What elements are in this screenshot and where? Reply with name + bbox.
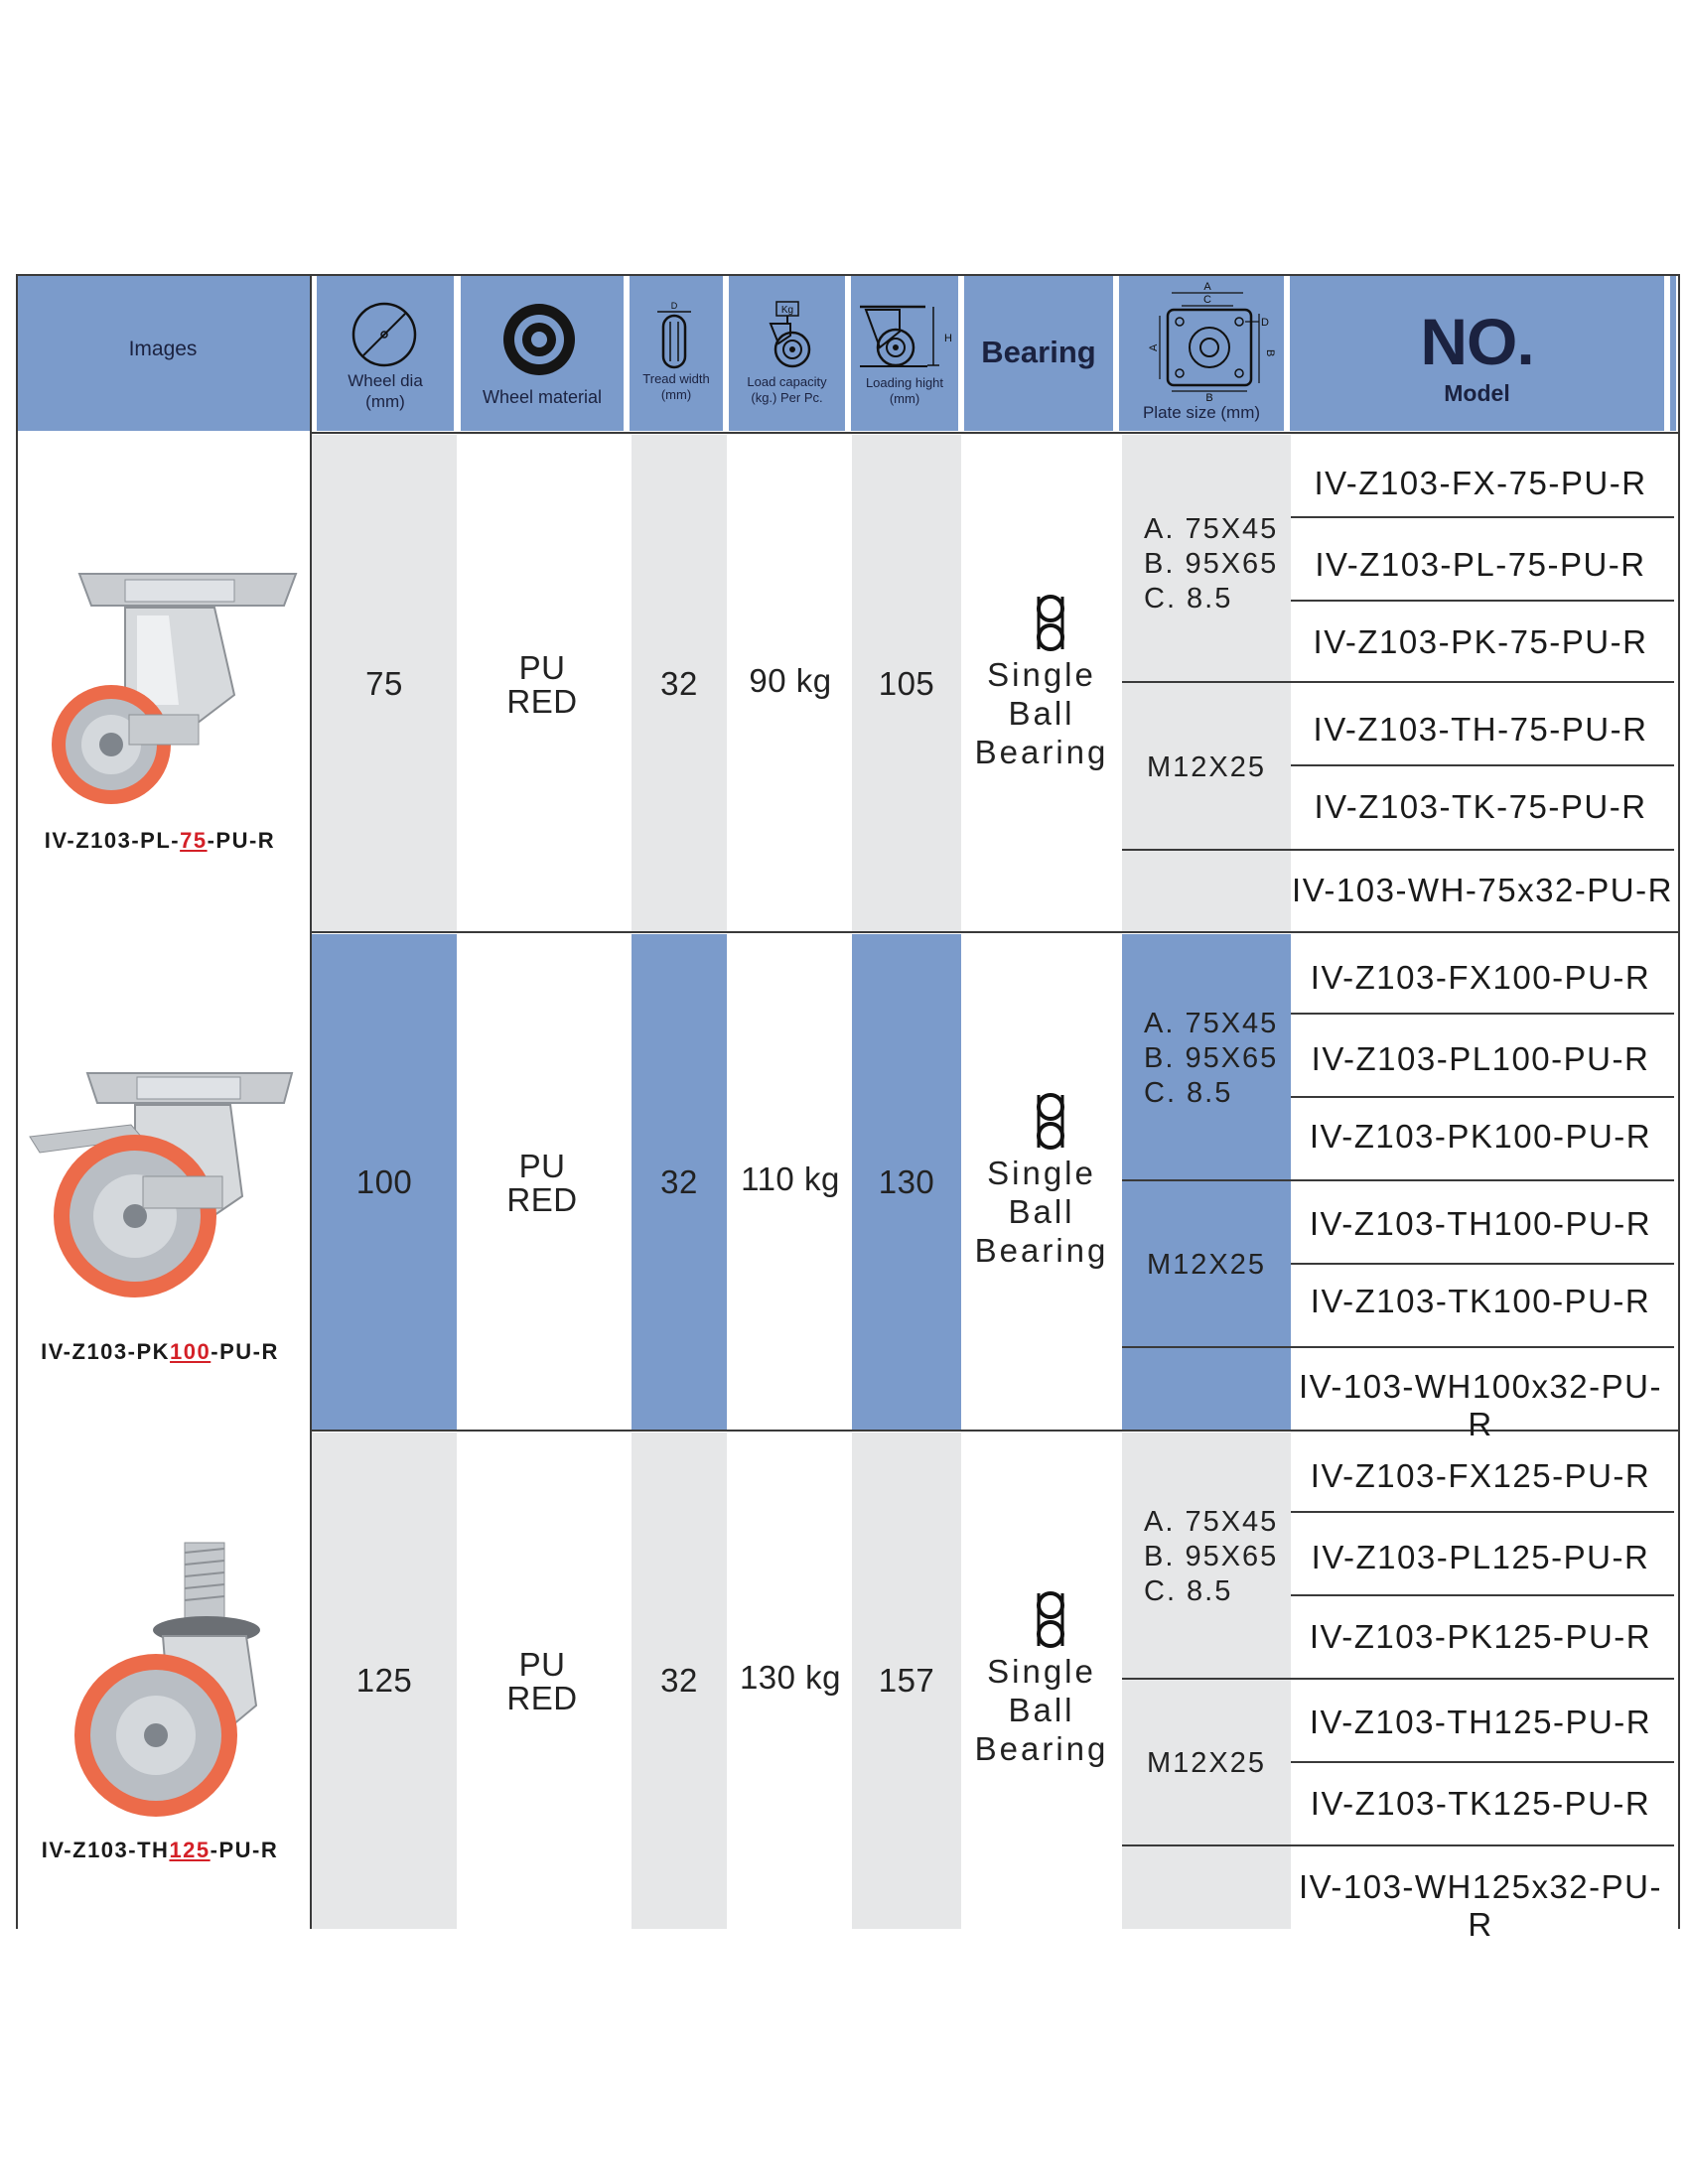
svg-text:Kg: Kg [780,305,794,316]
model-divider [1291,1013,1674,1015]
plate-size-a: A. 75X45 [1144,513,1279,545]
model-number: IV-Z103-TK-75-PU-R [1314,788,1647,825]
svg-text:H: H [944,333,952,344]
svg-text:B: B [1205,392,1213,404]
model-divider [1291,1346,1674,1348]
model-divider [1291,1761,1674,1763]
caster-image-threaded-stem [71,1537,270,1825]
model-divider [1291,1179,1674,1181]
model-divider [1291,1844,1674,1846]
header-no-label: NO. [1420,305,1534,378]
tread-value: 32 [660,665,698,702]
plate-size-icon [1148,278,1281,407]
model-number: IV-Z103-PL100-PU-R [1311,1040,1650,1077]
model-number: IV-Z103-FX125-PU-R [1310,1457,1651,1494]
caption-prefix: IV-Z103-PK [41,1339,171,1364]
model-number: IV-Z103-TH100-PU-R [1309,1205,1652,1242]
table-right-border [1678,274,1680,1929]
ball-bearing-icon [1033,1092,1068,1152]
bearing-type: Bearing [974,1730,1109,1767]
caster-caption [16,828,304,854]
header-loading-height-label: Loading hight [865,375,944,390]
svg-text:A: A [1203,281,1211,293]
plate-size-a: A. 75X45 [1144,1506,1279,1538]
bearing-type: Bearing [974,1232,1109,1269]
thread-size: M12X25 [1146,751,1266,783]
caster-image-plate-swivel [40,556,308,814]
plate-divider [1122,1346,1291,1348]
header-wheel-dia-label: Wheel dia [348,371,423,390]
header-tread-width-label: Tread width [642,371,710,386]
header-separator [845,274,851,431]
model-number: IV-Z103-TH125-PU-R [1309,1704,1652,1740]
model-divider [1291,516,1674,518]
height-value: 130 [878,1163,935,1200]
model-number: IV-103-WH100x32-PU-R [1299,1368,1662,1442]
bearing-type: Single [987,656,1096,693]
header-wheel-material-label: Wheel material [482,387,603,407]
model-number: IV-Z103-TK100-PU-R [1310,1283,1651,1319]
caption-prefix: IV-Z103-PL- [44,828,181,853]
material-value: RED [506,1680,578,1716]
svg-text:C: C [1203,294,1211,306]
ball-bearing-icon [1033,1590,1068,1650]
svg-text:D: D [1261,317,1269,329]
plate-divider [1122,681,1291,683]
model-number: IV-Z103-PL125-PU-R [1311,1539,1650,1575]
thread-size: M12X25 [1146,1747,1266,1779]
model-divider [1291,1511,1674,1513]
model-number: IV-Z103-TH-75-PU-R [1313,711,1648,748]
header-images-label: Images [128,338,198,360]
load-capacity-icon [757,300,820,371]
load-value: 110 kg [741,1160,840,1197]
model-number: IV-Z103-PK-75-PU-R [1313,623,1648,660]
caption-size: 100 [170,1339,211,1364]
wheel-dia-value: 100 [355,1163,413,1200]
tread-value: 32 [660,1662,698,1699]
plate-divider [1122,849,1291,851]
model-number: IV-Z103-FX100-PU-R [1310,959,1651,996]
plate-size-b: B. 95X65 [1144,1042,1279,1074]
model-divider [1291,600,1674,602]
caption-prefix: IV-Z103-TH [41,1838,170,1862]
tread-value: 32 [660,1163,698,1200]
model-divider [1291,1594,1674,1596]
header-load-capacity-label: Load capacity [747,374,827,389]
caption-suffix: -PU-R [211,1339,279,1364]
header-separator [723,274,729,431]
bearing-type: Ball [1008,695,1075,732]
header-model-label: Model [1444,380,1510,406]
load-value: 130 kg [739,1659,842,1696]
header-bottom-border [310,432,1680,434]
plate-size-c: C. 8.5 [1144,1077,1233,1109]
header-plate-size-label: Plate size (mm) [1142,403,1261,422]
ball-bearing-icon [1033,594,1068,653]
plate-size-b: B. 95X65 [1144,1541,1279,1572]
model-divider [1291,681,1674,683]
model-divider [1291,1263,1674,1265]
wheel-dia-value: 125 [355,1662,413,1699]
plate-divider [1122,1844,1291,1846]
material-value: PU [518,649,566,686]
header-wheel-dia-unit: (mm) [365,392,405,411]
header-separator [1664,274,1670,431]
plate-size-c: C. 8.5 [1144,583,1233,614]
model-divider [1291,764,1674,766]
model-number: IV-Z103-PK100-PU-R [1309,1118,1652,1155]
model-number: IV-Z103-TK125-PU-R [1310,1785,1651,1822]
caption-size: 125 [169,1838,211,1862]
svg-text:D: D [670,301,678,311]
bearing-type: Single [987,1155,1096,1191]
height-value: 105 [878,665,935,702]
material-value: RED [506,1181,578,1218]
plate-size-a: A. 75X45 [1144,1008,1279,1039]
caption-size: 75 [180,828,208,853]
bearing-type: Single [987,1653,1096,1690]
diameter-icon [350,300,419,369]
bearing-type: Bearing [974,734,1109,770]
table-top-border [16,274,1680,276]
plate-size-c: C. 8.5 [1144,1575,1233,1607]
header-load-capacity-unit: (kg.) Per Pc. [751,390,823,405]
header-loading-height-unit: (mm) [889,391,920,406]
table-left-border [16,274,18,1929]
row1-plate-bg [1122,435,1291,932]
caption-suffix: -PU-R [207,828,276,853]
svg-text:A: A [1148,343,1160,351]
model-divider [1291,1678,1674,1680]
tread-width-icon [649,300,699,371]
header-separator [624,274,630,431]
material-value: PU [518,1646,566,1683]
model-number: IV-Z103-FX-75-PU-R [1314,465,1647,501]
bearing-type: Ball [1008,1193,1075,1230]
plate-divider [1122,1179,1291,1181]
header-bearing-label: Bearing [981,335,1096,369]
model-number: IV-103-WH-75x32-PU-R [1292,872,1673,908]
plate-size-b: B. 95X65 [1144,548,1279,580]
material-value: PU [518,1148,566,1184]
bearing-type: Ball [1008,1692,1075,1728]
caster-image-plate-brake [24,1067,302,1300]
caster-caption [16,1339,304,1365]
plate-divider [1122,1678,1291,1680]
model-divider [1291,1096,1674,1098]
model-number: IV-Z103-PK125-PU-R [1309,1618,1652,1655]
model-number: IV-Z103-PL-75-PU-R [1315,546,1646,583]
load-value: 90 kg [749,662,832,699]
header-tread-width-unit: (mm) [660,387,692,402]
height-value: 157 [878,1662,935,1699]
wheel-dia-value: 75 [365,665,403,702]
material-value: RED [506,683,578,720]
wheel-material-icon [501,302,577,377]
header-separator [454,274,461,431]
caster-caption [16,1838,304,1863]
model-divider [1291,849,1674,851]
caption-suffix: -PU-R [210,1838,279,1862]
loading-height-icon [856,304,951,369]
thread-size: M12X25 [1146,1249,1266,1281]
model-number: IV-103-WH125x32-PU-R [1299,1868,1662,1943]
svg-text:B: B [1264,349,1276,357]
row-separator [310,931,1680,933]
